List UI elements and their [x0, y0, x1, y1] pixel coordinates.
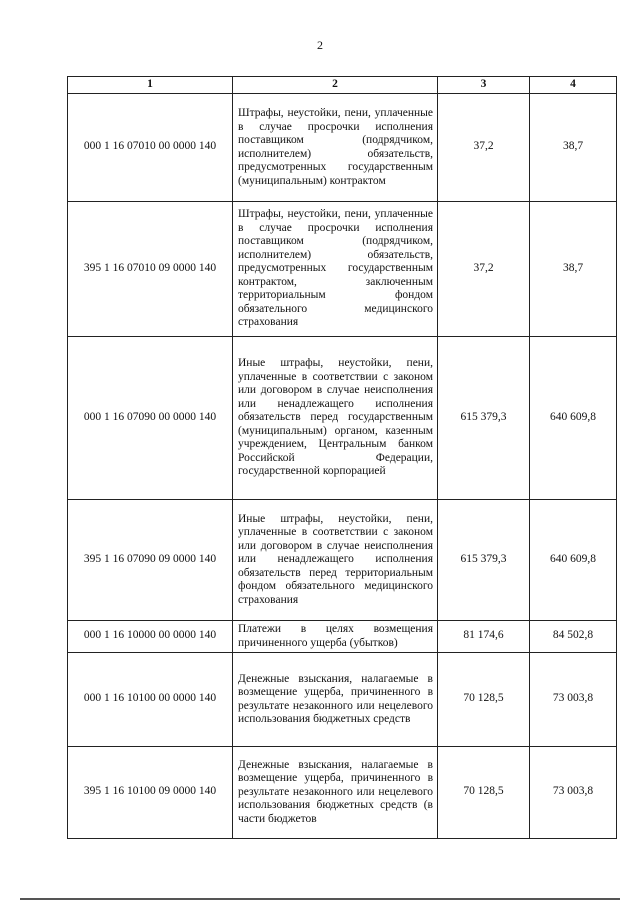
- revenue-name-cell: Штрафы, неустойки, пени, уплаченные в случае просрочки исполнения поставщиком (подрядчиком, исполнителем) обязательств, предусмотренных государственным (муниципальным) контрактом: [233, 93, 438, 201]
- revenue-code-cell: 000 1 16 07010 00 0000 140: [68, 93, 233, 201]
- amount-col4-cell: 73 003,8: [530, 746, 617, 838]
- revenue-name-cell: Денежные взыскания, налагаемые в возмещение ущерба, причиненного в результате незаконного или нецелевого использования бюджетных средств (в части бюджетов: [233, 746, 438, 838]
- amount-col3-cell: 70 128,5: [438, 746, 530, 838]
- revenue-name-cell: Иные штрафы, неустойки, пени, уплаченные в соответствии с законом или договором в случае неисполнения или ненадлежащего исполнения обязательств перед государственным (муниципальным) органом, казенным учреждением, Центральным банком Российской Федерации, государственной корпорацией: [233, 336, 438, 499]
- amount-col3-cell: 81 174,6: [438, 620, 530, 652]
- table-row: [68, 201, 617, 336]
- header-col-1: 1: [68, 77, 233, 94]
- amount-col4-cell: 38,7: [530, 201, 617, 336]
- budget-revenue-table: [67, 76, 617, 839]
- amount-col4-cell: 84 502,8: [530, 620, 617, 652]
- header-col-4: 4: [530, 77, 617, 94]
- amount-col3-cell: 615 379,3: [438, 336, 530, 499]
- amount-col3-cell: 70 128,5: [438, 652, 530, 746]
- table-row: [68, 746, 617, 838]
- amount-col4-cell: 73 003,8: [530, 652, 617, 746]
- revenue-code-cell: 000 1 16 07090 00 0000 140: [68, 336, 233, 499]
- amount-col4-cell: 640 609,8: [530, 336, 617, 499]
- amount-col3-cell: 37,2: [438, 201, 530, 336]
- header-col-2: 2: [233, 77, 438, 94]
- amount-col3-cell: 37,2: [438, 93, 530, 201]
- table-row: [68, 620, 617, 652]
- amount-col3-cell: 615 379,3: [438, 499, 530, 620]
- revenue-name-cell: Платежи в целях возмещения причиненного ущерба (убытков): [233, 620, 438, 652]
- amount-col4-cell: 38,7: [530, 93, 617, 201]
- scan-edge-rule: [20, 898, 620, 900]
- revenue-code-cell: 395 1 16 07010 09 0000 140: [68, 201, 233, 336]
- revenue-code-cell: 000 1 16 10100 00 0000 140: [68, 652, 233, 746]
- revenue-name-cell: Денежные взыскания, налагаемые в возмещение ущерба, причиненного в результате незаконного или нецелевого использования бюджетных средств: [233, 652, 438, 746]
- table-row: [68, 93, 617, 201]
- table-header-row: [68, 77, 617, 94]
- amount-col4-cell: 640 609,8: [530, 499, 617, 620]
- table-row: [68, 652, 617, 746]
- revenue-name-cell: Штрафы, неустойки, пени, уплаченные в случае просрочки исполнения поставщиком (подрядчиком, исполнителем) обязательств, предусмотренных государственным контрактом, заключенным территориальным фондом обязательного медицинского страхования: [233, 201, 438, 336]
- table-row: [68, 499, 617, 620]
- header-col-3: 3: [438, 77, 530, 94]
- page-number: 2: [317, 38, 323, 52]
- revenue-code-cell: 395 1 16 10100 09 0000 140: [68, 746, 233, 838]
- revenue-code-cell: 000 1 16 10000 00 0000 140: [68, 620, 233, 652]
- table-row: [68, 336, 617, 499]
- revenue-name-cell: Иные штрафы, неустойки, пени, уплаченные в соответствии с законом или договором в случае неисполнения или ненадлежащего исполнения обязательств перед территориальным фондом обязательного медицинского страхования: [233, 499, 438, 620]
- revenue-code-cell: 395 1 16 07090 09 0000 140: [68, 499, 233, 620]
